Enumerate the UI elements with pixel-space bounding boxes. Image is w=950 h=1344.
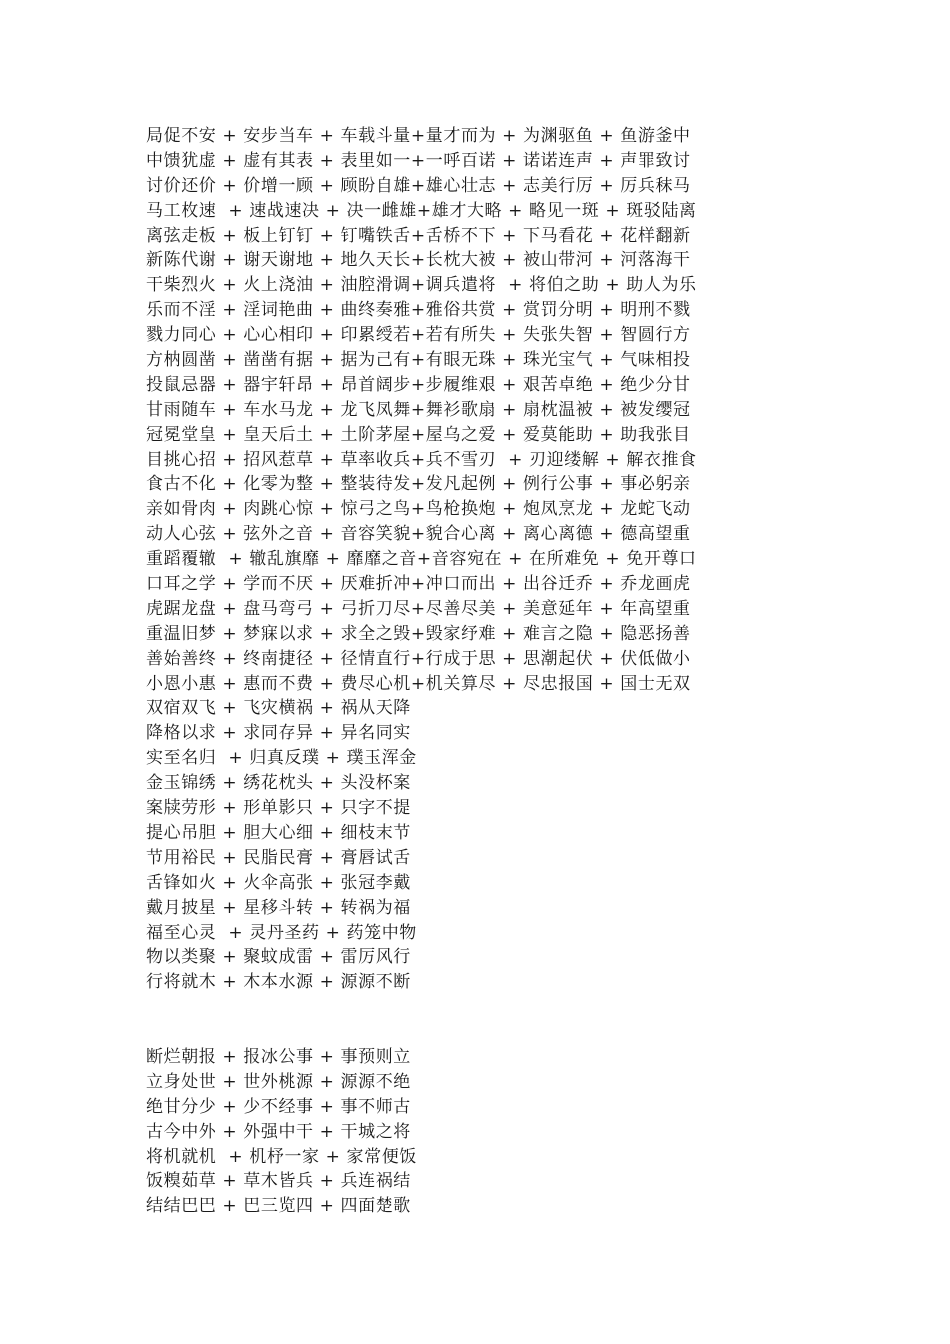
text-line: 重温旧梦 + 梦寐以求 + 求全之毁+毁家纾难 + 难言之隐 + 隐恶扬善 bbox=[146, 623, 691, 644]
text-line: 善始善终 + 终南捷径 + 径情直行+行成于思 + 思潮起伏 + 伏低做小 bbox=[146, 648, 691, 669]
text-line: 目挑心招 + 招风惹草 + 草率收兵+兵不雪刃 + 刃迎缕解 + 解衣推食 bbox=[146, 449, 697, 470]
text-line: 节用裕民 + 民脂民膏 + 膏唇试舌 bbox=[146, 847, 411, 868]
text-line: 方枘圆凿 + 凿凿有据 + 据为己有+有眼无珠 + 珠光宝气 + 气味相投 bbox=[146, 350, 691, 371]
text-line: 重蹈覆辙 + 辙乱旗靡 + 靡靡之音+音容宛在 + 在所难免 + 免开尊口 bbox=[146, 549, 697, 570]
text-line: 甘雨随车 + 车水马龙 + 龙飞凤舞+舞衫歌扇 + 扇枕温被 + 被发缨冠 bbox=[146, 399, 691, 420]
text-line: 讨价还价 + 价增一顾 + 顾盼自雄+雄心壮志 + 志美行厉 + 厉兵秣马 bbox=[146, 175, 691, 196]
text-line: 饭糗茹草 + 草木皆兵 + 兵连祸结 bbox=[146, 1171, 411, 1192]
text-line: 中馈犹虚 + 虚有其表 + 表里如一+一呼百诺 + 诺诺连声 + 声罪致讨 bbox=[146, 150, 691, 171]
text-line: 断烂朝报 + 报冰公事 + 事预则立 bbox=[146, 1047, 411, 1067]
text-line: 亲如骨肉 + 肉跳心惊 + 惊弓之鸟+鸟枪换炮 + 炮凤烹龙 + 龙蛇飞动 bbox=[146, 499, 691, 520]
text-line: 乐而不淫 + 淫词艳曲 + 曲终奏雅+雅俗共赏 + 赏罚分明 + 明刑不戮 bbox=[146, 300, 691, 321]
text-line: 古今中外 + 外强中干 + 干城之将 bbox=[146, 1121, 411, 1142]
text-line: 福至心灵 + 灵丹圣药 + 药笼中物 bbox=[146, 922, 417, 943]
text-line: 新陈代谢 + 谢天谢地 + 地久天长+长枕大被 + 被山带河 + 河落海干 bbox=[146, 250, 691, 271]
text-line: 小恩小惠 + 惠而不费 + 费尽心机+机关算尽 + 尽忠报国 + 国士无双 bbox=[146, 673, 691, 694]
text-line: 降格以求 + 求同存异 + 异名同实 bbox=[146, 723, 411, 744]
text-line: 戮力同心 + 心心相印 + 印累绶若+若有所失 + 失张失智 + 智圆行方 bbox=[146, 325, 691, 346]
text-line: 马工枚速 + 速战速决 + 决一雌雄+雄才大略 + 略见一斑 + 斑驳陆离 bbox=[146, 200, 697, 221]
text-line: 金玉锦绣 + 绣花枕头 + 头没杯案 bbox=[146, 773, 411, 794]
text-line: 投鼠忌器 + 器宇轩昂 + 昂首阔步+步履维艰 + 艰苦卓绝 + 绝少分甘 bbox=[146, 374, 691, 395]
text-line: 绝甘分少 + 少不经事 + 事不师古 bbox=[146, 1096, 411, 1117]
text-line: 案牍劳形 + 形单影只 + 只字不提 bbox=[146, 798, 411, 819]
text-line: 立身处世 + 世外桃源 + 源源不绝 bbox=[146, 1071, 411, 1092]
text-line: 将机就机 + 机杼一家 + 家常便饭 bbox=[146, 1146, 417, 1167]
text-line: 局促不安 + 安步当车 + 车载斗量+量才而为 + 为渊驱鱼 + 鱼游釜中 bbox=[146, 126, 691, 146]
idiom-chain-block-2 bbox=[146, 1045, 417, 1219]
text-line: 戴月披星 + 星移斗转 + 转祸为福 bbox=[146, 897, 411, 918]
text-line: 物以类聚 + 聚蚊成雷 + 雷厉风行 bbox=[146, 947, 411, 968]
text-line: 行将就木 + 木本水源 + 源源不断 bbox=[146, 972, 411, 993]
text-line: 虎踞龙盘 + 盘马弯弓 + 弓折刀尽+尽善尽美 + 美意延年 + 年高望重 bbox=[146, 598, 691, 619]
text-line: 冠冕堂皇 + 皇天后土 + 土阶茅屋+屋乌之爱 + 爱莫能助 + 助我张目 bbox=[146, 424, 691, 445]
text-line: 口耳之学 + 学而不厌 + 厌难折冲+冲口而出 + 出谷迁乔 + 乔龙画虎 bbox=[146, 574, 691, 595]
text-line: 舌锋如火 + 火伞高张 + 张冠李戴 bbox=[146, 872, 411, 893]
text-line: 食古不化 + 化零为整 + 整装待发+发凡起例 + 例行公事 + 事必躬亲 bbox=[146, 474, 691, 495]
text-line: 离弦走板 + 板上钉钉 + 钉嘴铁舌+舌桥不下 + 下马看花 + 花样翻新 bbox=[146, 225, 691, 246]
text-line: 干柴烈火 + 火上浇油 + 油腔滑调+调兵遣将 + 将伯之助 + 助人为乐 bbox=[146, 275, 697, 296]
idiom-chain-block-1 bbox=[146, 124, 697, 995]
text-line: 双宿双飞 + 飞灾横祸 + 祸从天降 bbox=[146, 698, 411, 719]
text-line: 实至名归 + 归真反璞 + 璞玉浑金 bbox=[146, 748, 417, 769]
text-line: 动人心弦 + 弦外之音 + 音容笑貌+貌合心离 + 离心离德 + 德高望重 bbox=[146, 524, 691, 545]
text-line: 提心吊胆 + 胆大心细 + 细枝末节 bbox=[146, 822, 411, 843]
text-line: 结结巴巴 + 巴三览四 + 四面楚歌 bbox=[146, 1196, 411, 1217]
